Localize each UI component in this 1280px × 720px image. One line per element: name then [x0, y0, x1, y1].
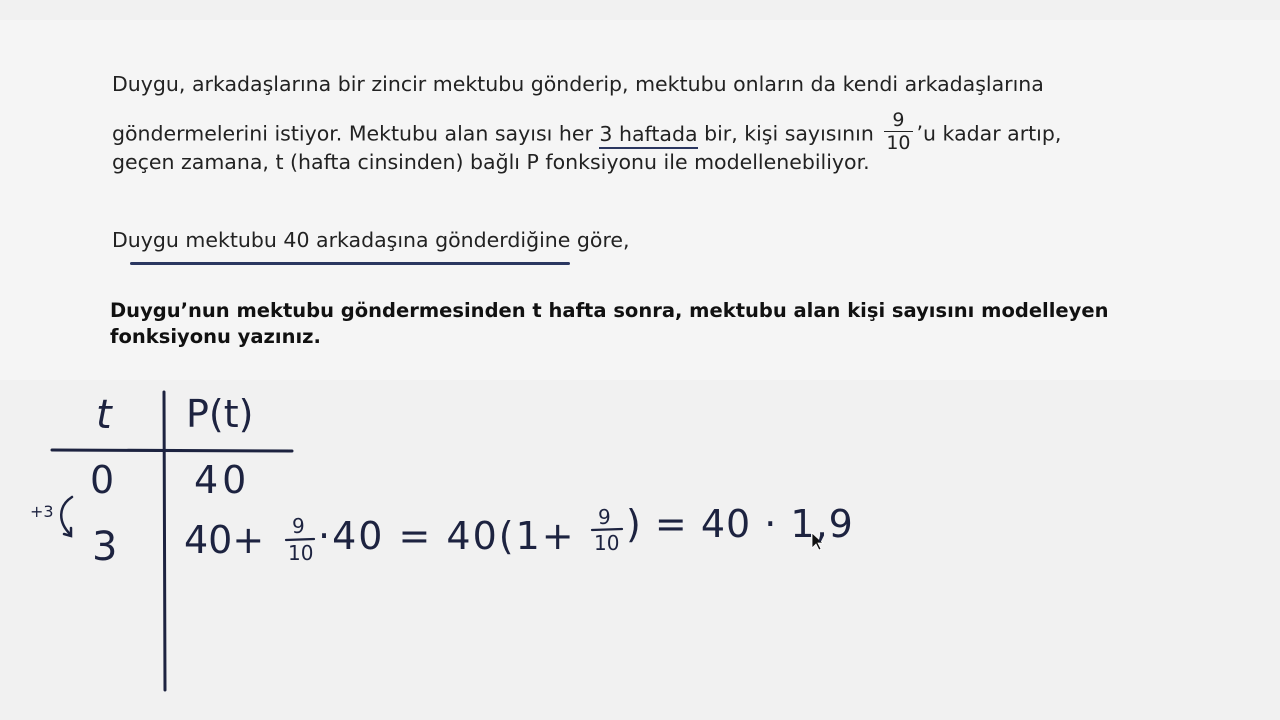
- problem-line-3: geçen zamana, t (hafta cinsinden) bağlı P fonksiyonu ile modellenebiliyor.: [112, 150, 870, 174]
- header-t: t: [96, 392, 112, 438]
- row2-fraction2-numerator: 9: [598, 505, 611, 529]
- growth-fraction-numerator: 9: [892, 109, 905, 131]
- row2-expr-1: 40+: [184, 518, 265, 562]
- row2-expr-3: ) = 40 · 1,9: [626, 502, 854, 546]
- problem-line-2-end: ’u kadar artıp,: [916, 121, 1062, 146]
- header-P: P(t): [186, 392, 254, 436]
- row2-fraction2-bar: [592, 529, 622, 530]
- row2-fraction-bar: [286, 539, 314, 540]
- row2-t: 3: [92, 524, 118, 570]
- row2-fraction-numerator: 9: [292, 514, 305, 538]
- problem-line-2-start: göndermelerini istiyor. Mektubu alan sayısı her: [112, 121, 600, 146]
- row2-expr-2: ·40 = 40(1+: [318, 514, 576, 558]
- row1-t: 0: [90, 458, 115, 502]
- row2-fraction2-denominator: 10: [594, 531, 620, 555]
- step-label: +3: [30, 502, 54, 521]
- row1-P: 40: [194, 458, 251, 502]
- problem-line-1: Duygu, arkadaşlarına bir zincir mektubu gönderip, mektubu onların da kendi arkadaşlarına: [112, 72, 1044, 96]
- problem-line-2-middle: bir, kişi sayısının: [697, 121, 881, 146]
- question-line-1: Duygu’nun mektubu göndermesinden t hafta sonra, mektubu alan kişi sayısını modelleyen: [110, 299, 1109, 322]
- table-horizontal-line: [52, 450, 292, 451]
- given-statement: Duygu mektubu 40 arkadaşına gönderdiğine göre,: [112, 228, 630, 252]
- table-vertical-line: [164, 392, 165, 690]
- underlined-period: 3 haftada: [599, 122, 697, 149]
- row2-fraction-denominator: 10: [288, 541, 314, 565]
- growth-fraction-denominator: 10: [886, 132, 911, 154]
- question-line-2: fonksiyonu yazınız.: [110, 325, 321, 348]
